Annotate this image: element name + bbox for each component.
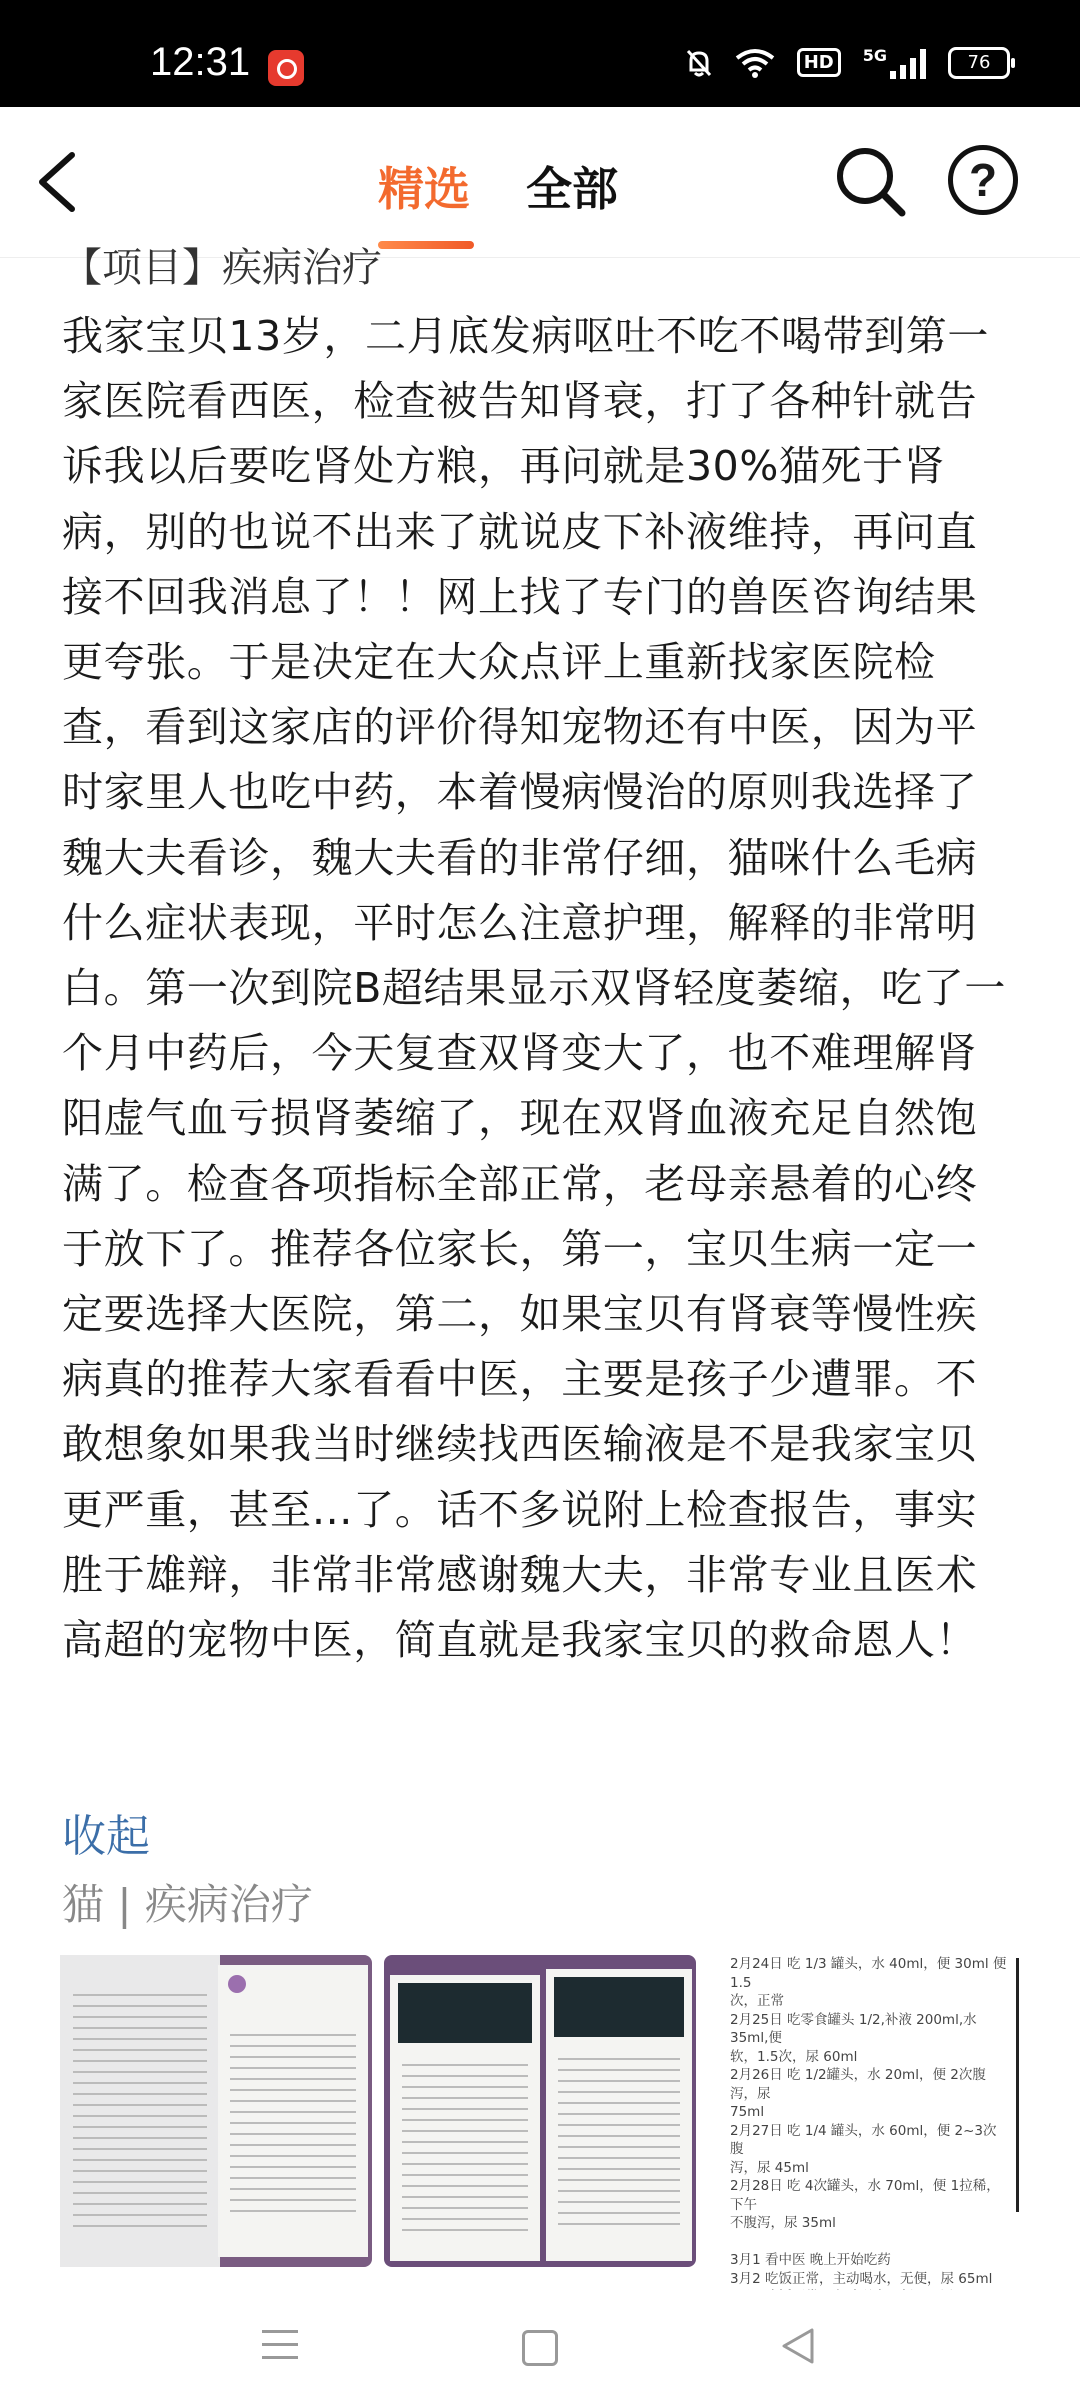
active-tab-indicator xyxy=(378,241,474,249)
status-bar xyxy=(0,0,1080,107)
tag-line[interactable]: 猫 | 疾病治疗 xyxy=(62,1880,313,1929)
mute-icon xyxy=(685,48,713,78)
status-icons xyxy=(685,46,1010,79)
article-body: 我家宝贝13岁，二月底发病呕吐不吃不喝带到第一家医院看西医，检查被告知肾衰，打了各种针就告诉我以后要吃肾处方粮，再问就是30%猫死于肾病，别的也说不出来了就说皮下补液维持，再问直接不回我消息了！！网上找了专门的兽医咨询结果更夸张。于是决定在大众点评上重新找家医院检查，看到这家店的评价得知宠物还有中医，因为平时家里人也吃中药，本着慢病慢治的原则我选择了魏大夫看诊，魏大夫看的非常仔细，猫咪什么毛病什么症状表现，平时怎么注意护理，解释的非常明白。第一次到院B超结果显示双肾轻度萎缩，吃了一个月中药后，今天复查双肾变大了，也不难理解肾阳虚气血亏损肾萎缩了，现在双肾血液充足自然饱满了。检查各项指标全部正常，老母亲悬着的心终于放下了。推荐各位家长，第一，宝贝生病一定一定要选择大医院，第二，如果宝贝有肾衰等慢性疾病真的推荐大家看看中医，主要是孩子少遭罪。不敢想象如果我当时继续找西医输液是不是我家宝贝更严重，甚至…了。话不多说附上检查报告，事实胜于雄辩，非常非常感谢魏大夫，非常专业且医术高超的宠物中医，简直就是我家宝贝的救命恩人！ xyxy=(62,312,1006,1665)
collapse-link[interactable]: 收起 xyxy=(62,1811,150,1862)
chevron-left-icon xyxy=(32,147,92,217)
tab-featured[interactable]: 精选 xyxy=(378,163,470,215)
back-triangle-icon[interactable] xyxy=(778,2326,818,2366)
project-line: 【项目】疾病治疗 xyxy=(62,245,382,291)
search-icon xyxy=(832,143,908,219)
app-notification-icon xyxy=(268,50,304,86)
notes-margin-line xyxy=(1016,1958,1019,2212)
home-icon[interactable] xyxy=(522,2330,558,2366)
hd-icon: HD xyxy=(797,48,841,77)
help-button[interactable] xyxy=(948,145,1018,215)
battery-icon: 76 xyxy=(948,47,1010,79)
search-button[interactable] xyxy=(832,143,908,219)
back-button[interactable] xyxy=(32,147,92,217)
menu-icon[interactable] xyxy=(262,2330,298,2369)
tab-all[interactable]: 全部 xyxy=(526,163,618,215)
5g-signal-icon: 5G xyxy=(863,46,926,79)
notes-text: 2月24日 吃 1/3 罐头，水 40ml，便 30ml 便 1.5 次，正常 2月25日 吃零食罐头 1/2,补液 200ml,水 35ml,便 软，1.5次，尿 60ml 2月26日 吃 1/2罐头，水 20ml，便 2次腹泻，尿 75ml 2月27日 吃 1/4 罐头，水 60ml，便 2~3次腹 泻，尿 45ml 2月28日 吃 4次罐头，水 70ml，便 1拉稀，下午 不腹泻，尿 35ml 3月1 看中医 晚上开始吃药 3月2 吃饭正常，主动喝水，无便，尿 65ml xyxy=(730,1956,1007,2287)
handwritten-notes-thumbnail[interactable] xyxy=(708,1955,1020,2287)
top-nav xyxy=(0,107,1080,258)
wifi-icon xyxy=(735,48,775,78)
ultrasound-photo-thumbnail[interactable] xyxy=(384,1955,696,2267)
status-time: 12:31 xyxy=(150,40,251,84)
report-photo-thumbnail[interactable] xyxy=(60,1955,372,2267)
question-mark-icon: ? xyxy=(968,154,998,206)
system-nav-bar xyxy=(0,2290,1080,2400)
